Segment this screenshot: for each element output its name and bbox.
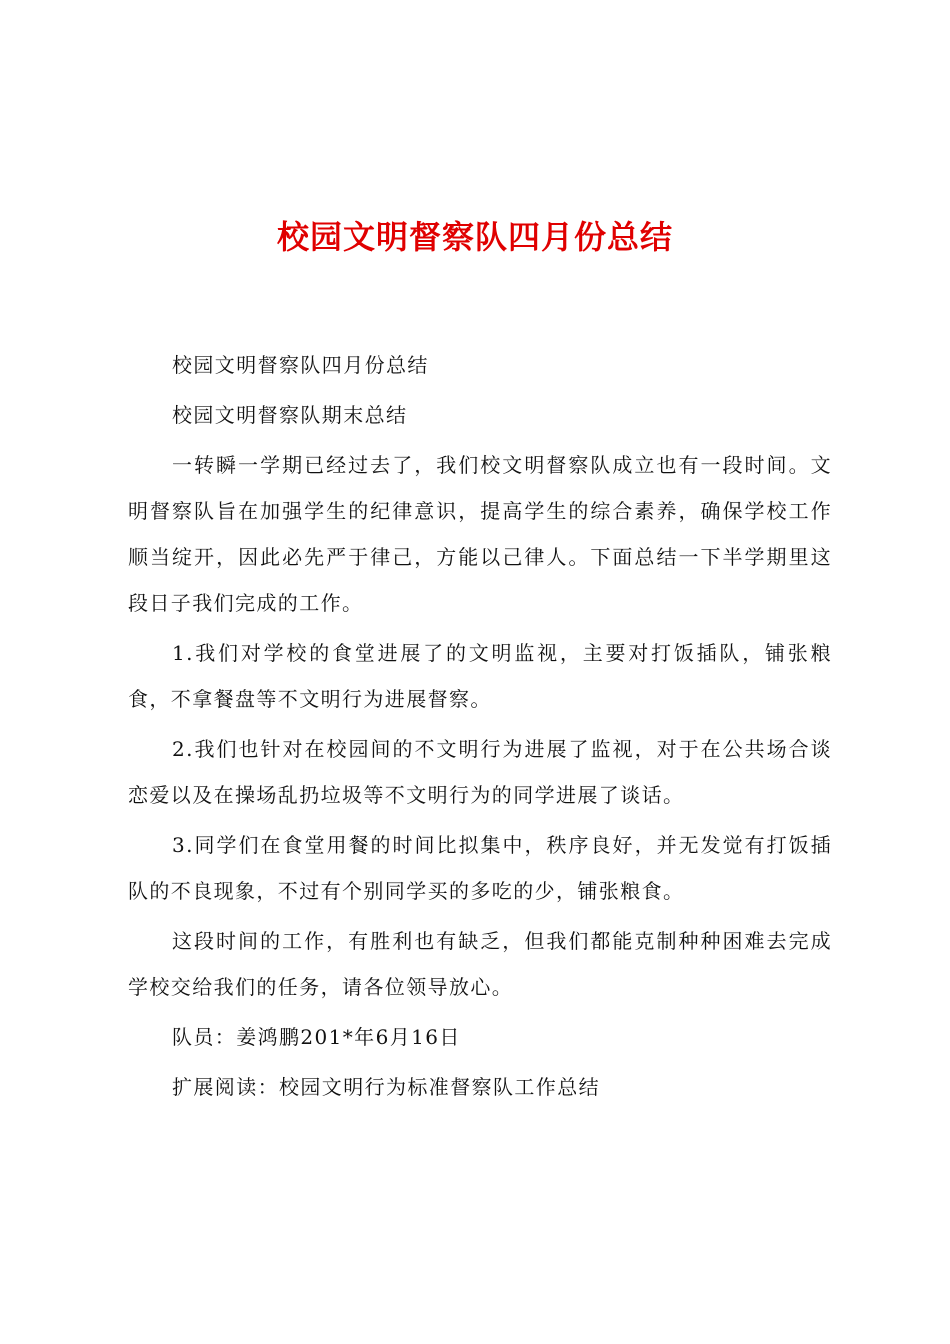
page-title: 校园文明督察队四月份总结: [276, 218, 673, 256]
paragraph-extended-reading: 扩展阅读：校园文明行为标准督察队工作总结: [172, 1075, 600, 1099]
paragraph-signature: 队员：姜鸿鹏201*年6月16日: [172, 1025, 461, 1049]
paragraph-item-2: 2.我们也针对在校园间的不文明行为进展了监视，对于在公共场合谈恋爱以及在操场乱扔垃圾等不文明行为的同学进展了谈话。: [128, 737, 832, 807]
paragraph-heading-1: 校园文明督察队四月份总结: [172, 353, 429, 377]
paragraph-conclusion: 这段时间的工作，有胜利也有缺乏，但我们都能克制种种困难去完成学校交给我们的任务，请各位领导放心。: [128, 929, 832, 999]
paragraph-item-1: 1.我们对学校的食堂进展了的文明监视，主要对打饭插队，铺张粮食，不拿餐盘等不文明行为进展督察。: [128, 641, 832, 711]
paragraph-item-3: 3.同学们在食堂用餐的时间比拟集中，秩序良好，并无发觉有打饭插队的不良现象，不过有个别同学买的多吃的少，铺张粮食。: [128, 833, 832, 903]
document-body: [128, 342, 832, 1114]
paragraph-heading-2: 校园文明督察队期末总结: [172, 403, 408, 427]
paragraph-intro: 一转瞬一学期已经过去了，我们校文明督察队成立也有一段时间。文明督察队旨在加强学生的纪律意识，提高学生的综合素养，确保学校工作顺当绽开，因此必先严于律己，方能以己律人。下面总结一下半学期里这段日子我们完成的工作。: [128, 453, 832, 615]
